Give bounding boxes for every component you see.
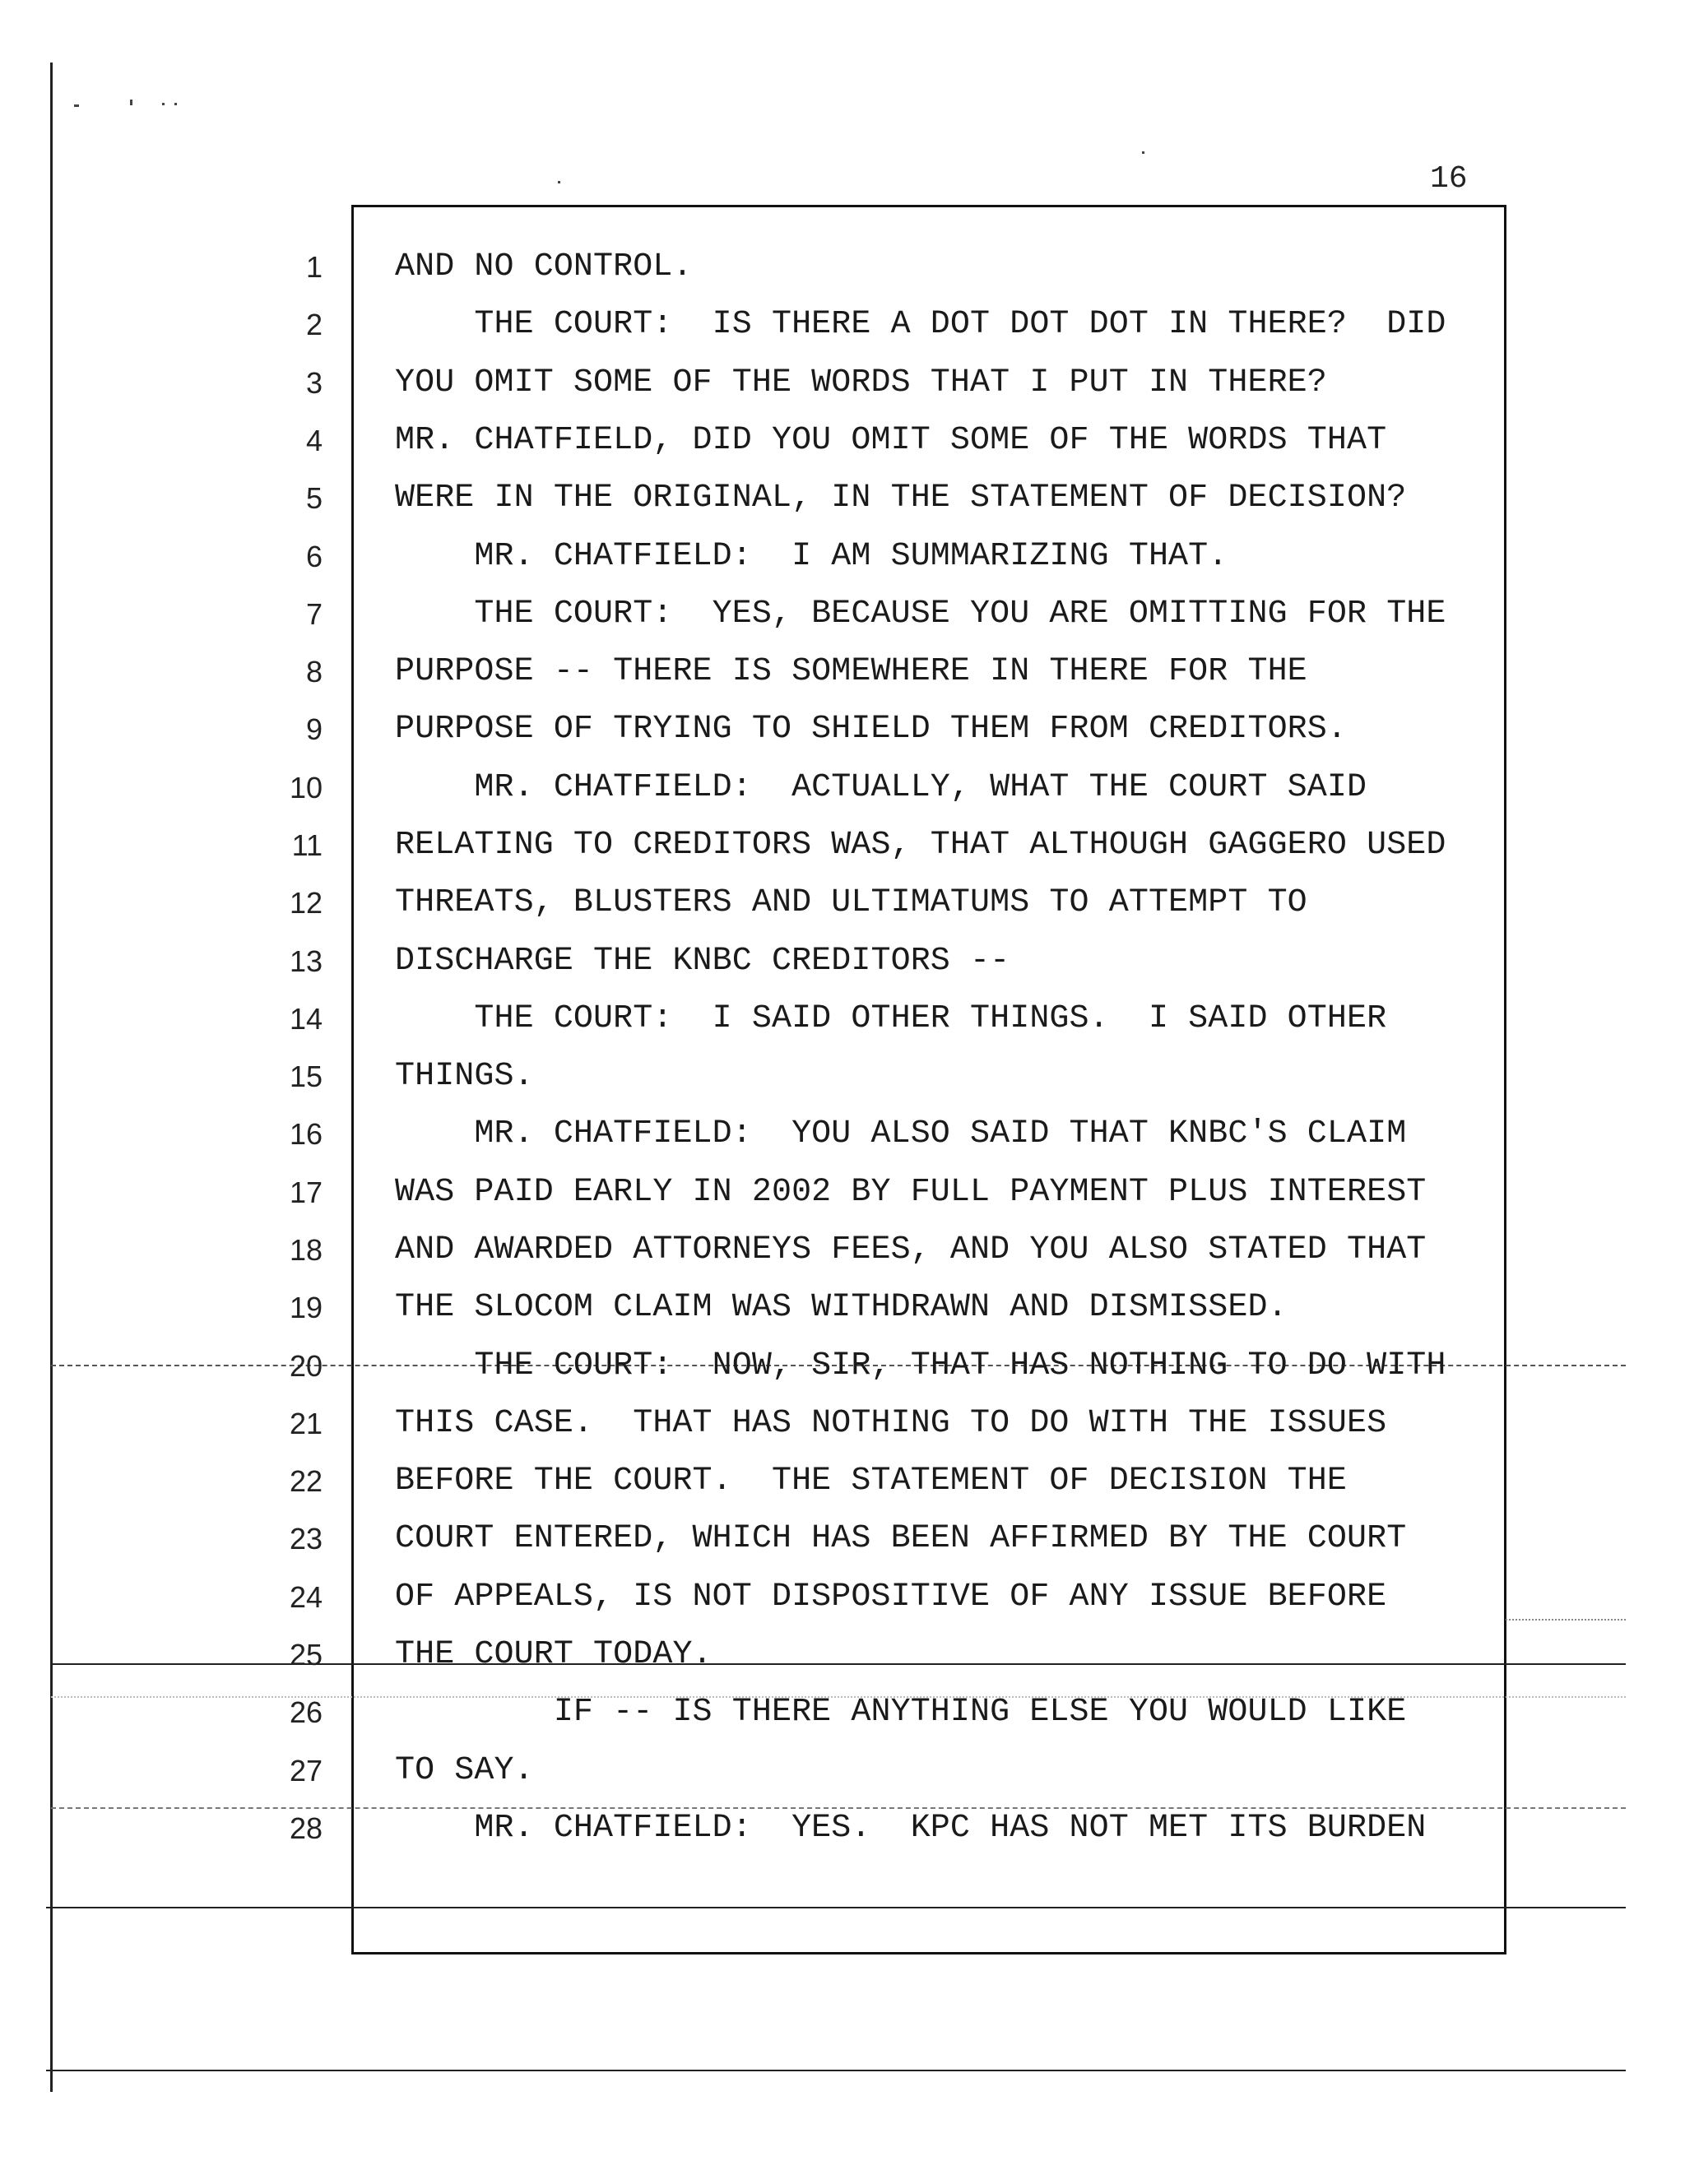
- line-number: 23: [289, 1522, 323, 1556]
- transcript-line: [0, 990, 1685, 1048]
- scan-speck: [174, 103, 177, 105]
- line-number: 19: [289, 1291, 323, 1324]
- transcript-line: [0, 1048, 1685, 1106]
- line-text: THE SLOCOM CLAIM WAS WITHDRAWN AND DISMISSED.: [395, 1289, 1288, 1326]
- line-text: PURPOSE OF TRYING TO SHIELD THEM FROM CREDITORS.: [395, 711, 1347, 748]
- line-number: 26: [289, 1695, 323, 1729]
- transcript-line: [0, 239, 1685, 296]
- line-number: 9: [305, 712, 323, 746]
- transcript-line: [0, 1510, 1685, 1568]
- line-text: THIS CASE. THAT HAS NOTHING TO DO WITH THE ISSUES: [395, 1405, 1387, 1442]
- line-number: 11: [291, 828, 323, 862]
- line-text: WAS PAID EARLY IN 2002 BY FULL PAYMENT PLUS INTEREST: [395, 1174, 1427, 1211]
- line-text: MR. CHATFIELD: YES. KPC HAS NOT MET ITS BURDEN: [395, 1810, 1427, 1847]
- line-number: 1: [305, 250, 323, 284]
- transcript-line: [0, 1453, 1685, 1510]
- line-text: MR. CHATFIELD: ACTUALLY, WHAT THE COURT SAID: [395, 769, 1367, 806]
- line-number: 4: [305, 424, 323, 457]
- line-text: RELATING TO CREDITORS WAS, THAT ALTHOUGH GAGGERO USED: [395, 827, 1446, 864]
- line-text: COURT ENTERED, WHICH HAS BEEN AFFIRMED BY THE COURT: [395, 1520, 1407, 1557]
- line-text: MR. CHATFIELD: I AM SUMMARIZING THAT.: [395, 538, 1228, 575]
- transcript-line: [0, 412, 1685, 470]
- line-number: 16: [289, 1117, 323, 1151]
- scan-speck: [558, 181, 560, 183]
- line-number: 8: [305, 655, 323, 689]
- transcript-line: [0, 1684, 1685, 1741]
- line-number: 14: [289, 1002, 323, 1036]
- line-number: 15: [289, 1060, 323, 1093]
- scan-speck: [1142, 151, 1144, 154]
- line-text: THREATS, BLUSTERS AND ULTIMATUMS TO ATTEMPT TO: [395, 884, 1307, 921]
- line-number: 3: [305, 366, 323, 400]
- line-number: 18: [289, 1233, 323, 1267]
- transcript-line: [0, 355, 1685, 412]
- line-number: 7: [305, 597, 323, 631]
- line-text: WERE IN THE ORIGINAL, IN THE STATEMENT OF DECISION?: [395, 480, 1407, 517]
- line-number: 25: [289, 1638, 323, 1672]
- transcript-line: [0, 1106, 1685, 1163]
- line-number: 17: [289, 1175, 323, 1209]
- line-text: THE COURT: NOW, SIR, THAT HAS NOTHING TO DO WITH: [395, 1347, 1446, 1384]
- line-text: PURPOSE -- THERE IS SOMEWHERE IN THERE FOR THE: [395, 653, 1307, 690]
- transcript-line: [0, 1279, 1685, 1337]
- transcript-line: [0, 874, 1685, 932]
- line-number: 27: [289, 1754, 323, 1788]
- transcript-line: [0, 296, 1685, 354]
- page-number: 16: [1430, 161, 1468, 197]
- line-number: 22: [289, 1464, 323, 1498]
- scan-speck: [130, 100, 132, 105]
- line-text: THINGS.: [395, 1058, 534, 1095]
- transcript-line: [0, 933, 1685, 990]
- transcript-line: [0, 1222, 1685, 1279]
- transcript-line: [0, 586, 1685, 643]
- line-text: BEFORE THE COURT. THE STATEMENT OF DECISION THE: [395, 1463, 1347, 1500]
- line-number: 24: [289, 1580, 323, 1614]
- line-number: 2: [305, 308, 323, 341]
- line-text: TO SAY.: [395, 1752, 534, 1789]
- transcript-line: [0, 1338, 1685, 1395]
- scan-speck: [74, 104, 79, 107]
- line-number: 13: [289, 944, 323, 978]
- line-text: AND AWARDED ATTORNEYS FEES, AND YOU ALSO STATED THAT: [395, 1231, 1427, 1268]
- line-text: DISCHARGE THE KNBC CREDITORS --: [395, 943, 1010, 980]
- line-number: 10: [289, 771, 323, 805]
- line-text: THE COURT: IS THERE A DOT DOT DOT IN THERE? DID: [395, 306, 1446, 343]
- line-number: 20: [289, 1349, 323, 1383]
- transcript-line: [0, 528, 1685, 586]
- line-number: 21: [289, 1407, 323, 1440]
- scan-speck: [162, 103, 165, 105]
- transcript-line: [0, 1742, 1685, 1800]
- transcript-line: [0, 470, 1685, 527]
- transcript-line: [0, 1395, 1685, 1453]
- line-text: MR. CHATFIELD, DID YOU OMIT SOME OF THE WORDS THAT: [395, 422, 1387, 459]
- transcript-line: [0, 817, 1685, 874]
- line-number: 28: [289, 1811, 323, 1845]
- transcript-line: [0, 1569, 1685, 1626]
- line-text: OF APPEALS, IS NOT DISPOSITIVE OF ANY ISSUE BEFORE: [395, 1579, 1387, 1616]
- line-number: 6: [305, 540, 323, 573]
- transcript-line: [0, 1800, 1685, 1857]
- transcript-line: [0, 643, 1685, 701]
- transcript-line: [0, 1626, 1685, 1684]
- scan-rule-lower: [46, 1907, 1626, 1908]
- line-text: IF -- IS THERE ANYTHING ELSE YOU WOULD LIKE: [395, 1694, 1407, 1731]
- line-text: THE COURT: YES, BECAUSE YOU ARE OMITTING FOR THE: [395, 596, 1446, 633]
- transcript-line: [0, 701, 1685, 758]
- transcript-line: [0, 1164, 1685, 1222]
- line-text: MR. CHATFIELD: YOU ALSO SAID THAT KNBC'S CLAIM: [395, 1115, 1407, 1152]
- line-number: 5: [305, 481, 323, 515]
- transcript-line: [0, 759, 1685, 817]
- line-text: THE COURT: I SAID OTHER THINGS. I SAID OTHER: [395, 1000, 1387, 1037]
- line-text: THE COURT TODAY.: [395, 1636, 713, 1673]
- line-number: 12: [289, 886, 323, 920]
- line-text: YOU OMIT SOME OF THE WORDS THAT I PUT IN THERE?: [395, 364, 1327, 401]
- line-text: AND NO CONTROL.: [395, 248, 693, 285]
- scan-rule-bottom: [46, 2070, 1626, 2071]
